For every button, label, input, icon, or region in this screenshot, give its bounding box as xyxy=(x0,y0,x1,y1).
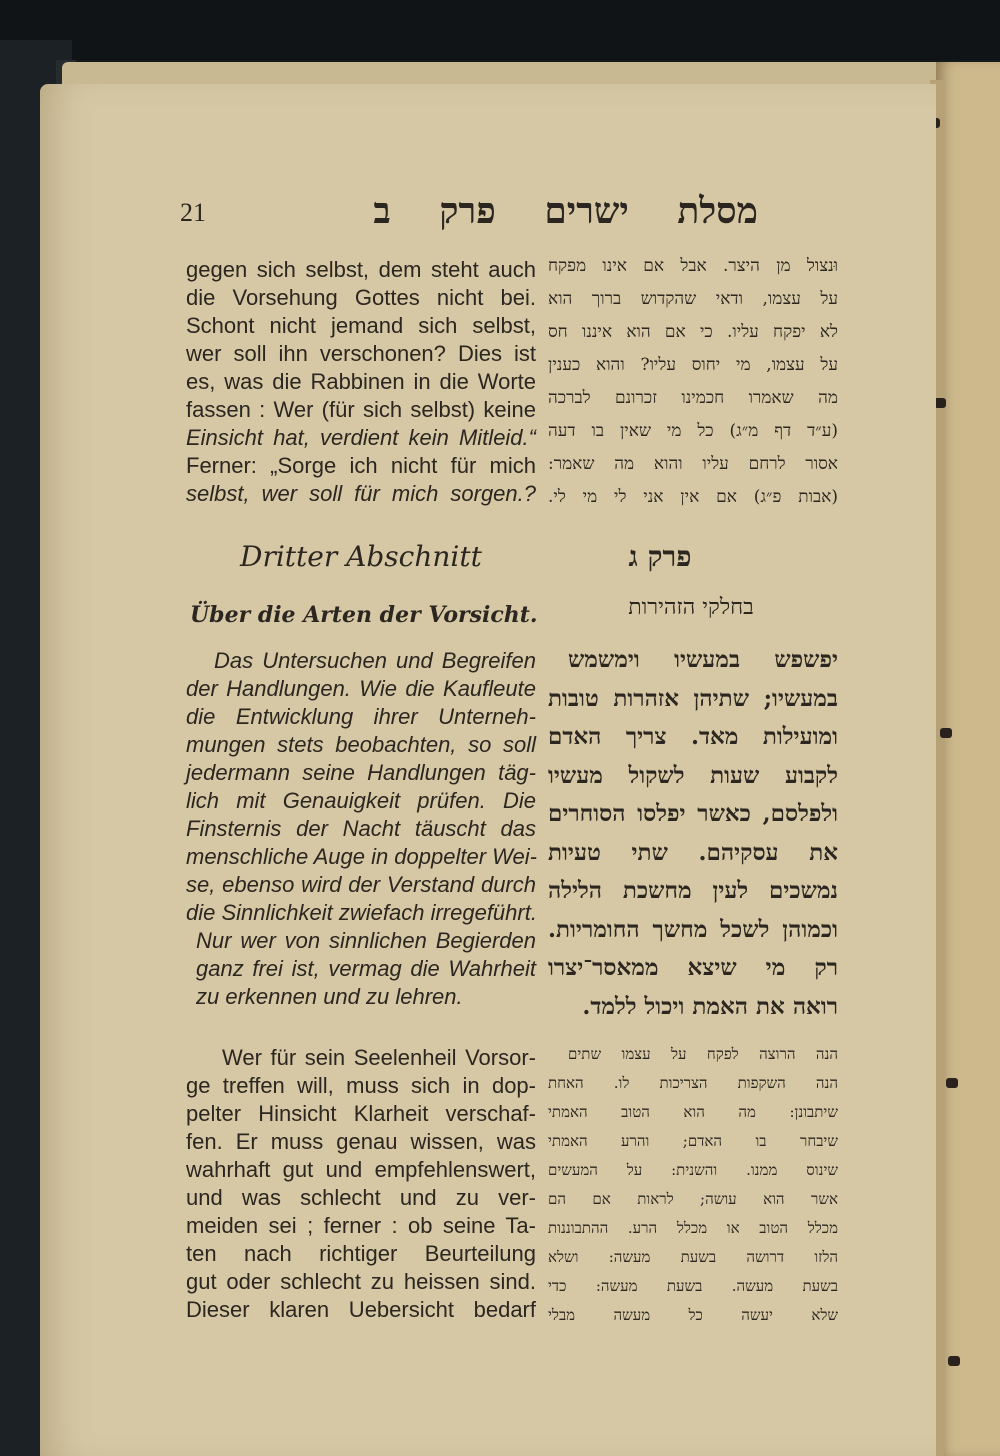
hebrew-main-paragraph xyxy=(548,641,838,1026)
text-line: שלא יעשה כל מעשה מבלי xyxy=(548,1306,838,1324)
german-body-paragraph xyxy=(186,1044,536,1324)
text-line: die Sinnlichkeit zwiefach irregeführt. xyxy=(186,900,537,925)
text-line: Schont nicht jemand sich selbst, xyxy=(186,313,536,338)
text-line: ולפלסם, כאשר יפלסו הסוחרים xyxy=(548,800,838,827)
text-line: es, was die Rabbinen in die Worte xyxy=(186,369,536,394)
text-line: Wer für sein Seelenheil Vorsor- xyxy=(222,1045,536,1070)
text-line: Dieser klaren Uebersicht bedarf xyxy=(186,1297,536,1322)
text-line: menschliche Auge in doppelter Wei- xyxy=(186,844,537,869)
text-line: הנה הרוצה לפקח על עצמו שתים xyxy=(568,1045,838,1063)
text-line: מכלל הטוב או מכלל הרע. ההתבוננות xyxy=(548,1219,838,1237)
text-line: die Entwicklung ihrer Unterneh- xyxy=(186,704,536,729)
text-line: und was schlecht und zu ver- xyxy=(186,1185,536,1210)
binding-thread xyxy=(946,1078,958,1088)
text-line: מה שאמרו חכמינו זכרונם לברכה xyxy=(548,388,838,408)
text-line: (ע״ד דף מ״ג) כל מי שאין בו דעה xyxy=(548,421,838,441)
text-line: gut oder schlecht zu heissen sind. xyxy=(186,1269,536,1294)
text-line: gegen sich selbst, dem steht auch xyxy=(186,257,536,282)
text-line: את עסקיהם. שתי טעיות xyxy=(548,838,838,866)
text-line: jedermann seine Handlungen täg- xyxy=(186,760,536,785)
text-line: die Vorsehung Gottes nicht bei. xyxy=(186,285,536,310)
text-line: רק מי שיצא ממאסר־יצרו xyxy=(548,954,838,981)
text-line: (אבות פ״ג) אם אין אני לי מי לי. xyxy=(548,487,838,507)
text-line: ten nach richtiger Beurteilung xyxy=(186,1241,536,1266)
text-line: ומועילות מאד. צריך האדם xyxy=(548,723,838,750)
text-line: ge treffen will, muss sich in dop- xyxy=(186,1073,536,1098)
german-summary-paragraph xyxy=(186,647,536,1011)
text-line: אסור לרחם עליו והוא מה שאמר: xyxy=(548,454,838,474)
text-line: Nur wer von sinnlichen Begierden xyxy=(196,928,536,953)
binding-thread xyxy=(948,1356,960,1366)
german-intro-paragraph xyxy=(186,256,536,508)
text-line: אשר הוא עושה; לראות אם הם xyxy=(548,1190,838,1208)
text-line: לא יפקח עליו. כי אם הוא איננו חס xyxy=(548,322,838,342)
page-number: 21 xyxy=(180,198,206,227)
text-line: fassen : Wer (für sich selbst) keine xyxy=(186,397,536,422)
hebrew-section-title: בחלקי הזהירות xyxy=(628,595,754,620)
text-line: se, ebenso wird der Verstand durch xyxy=(186,872,536,897)
text-line: lich mit Genauigkeit prüfen. Die xyxy=(186,788,536,813)
german-chapter-heading: Dritter Abschnitt xyxy=(240,540,482,573)
text-line: על עצמו, ודאי שהקדוש ברוך הוא xyxy=(548,289,838,309)
text-line: שיבחר בו האדם; והרע האמתי xyxy=(548,1132,838,1150)
text-line: pelter Hinsicht Klarheit verschaf- xyxy=(186,1101,536,1126)
text-line: הלזו דרושה בשעת מעשה: ושלא xyxy=(548,1248,838,1266)
facing-page-edge xyxy=(936,62,1000,1456)
text-line: der Handlungen. Wie die Kaufleute xyxy=(186,676,536,701)
text-line: wahrhaft gut und empfehlenswert, xyxy=(186,1157,536,1182)
text-line: Finsternis der Nacht täuscht das xyxy=(186,816,536,841)
text-line: selbst, wer soll für mich sorgen.? xyxy=(186,481,536,506)
running-header: מסלת ישרים פרק ב xyxy=(373,190,758,232)
text-line: zu erkennen und zu lehren. xyxy=(196,984,463,1009)
text-line: Ferner: „Sorge ich nicht für mich xyxy=(186,453,536,478)
binding-thread xyxy=(940,728,952,738)
text-line: יפשפש במעשיו וימשמש xyxy=(568,646,838,673)
text-line: Das Untersuchen und Begreifen xyxy=(214,648,536,673)
text-line: שינוס ממנו. והשנית: על המעשים xyxy=(548,1161,838,1179)
text-line: הנה השקפות הצריכות לו. האחת xyxy=(548,1074,838,1092)
background-top xyxy=(0,0,1000,60)
hebrew-top-paragraph xyxy=(548,250,838,514)
text-line: וכמוהן לשכל מחשך החומריות. xyxy=(548,915,838,943)
text-line: במעשיו; שתיהן אזהרות טובות xyxy=(548,684,838,712)
text-line: שיתבונן: מה הוא הטוב האמתי xyxy=(548,1103,838,1121)
german-section-title: Über die Arten der Vorsicht. xyxy=(190,602,538,628)
text-line: mungen stets beobachten, so soll xyxy=(186,732,536,757)
text-line: Einsicht hat, verdient kein Mitleid.“ xyxy=(186,425,536,450)
text-line: wer soll ihn verschonen? Dies ist xyxy=(186,341,536,366)
text-line: רואה את האמת ויכול ללמד. xyxy=(582,992,838,1020)
text-line: fen. Er muss genau wissen, was xyxy=(186,1129,536,1154)
hebrew-commentary-paragraph xyxy=(548,1040,838,1330)
hebrew-chapter-heading: פרק ג xyxy=(628,540,692,573)
text-line: לקבוע שעות לשקול מעשיו xyxy=(548,761,838,789)
text-line: meiden sei ; ferner : ob seine Ta- xyxy=(186,1213,536,1238)
text-line: על עצמו, מי יחוס עליו? והוא כענין xyxy=(548,355,838,375)
text-line: וּנצול מן היצר. אבל אם אינו מפקח xyxy=(548,256,838,276)
text-line: נמשכים לעין מחשכת הלילה xyxy=(548,877,838,904)
text-line: ganz frei ist, vermag die Wahrheit xyxy=(196,956,536,981)
text-line: בשעת מעשה. בשעת מעשה: כדי xyxy=(548,1277,838,1295)
